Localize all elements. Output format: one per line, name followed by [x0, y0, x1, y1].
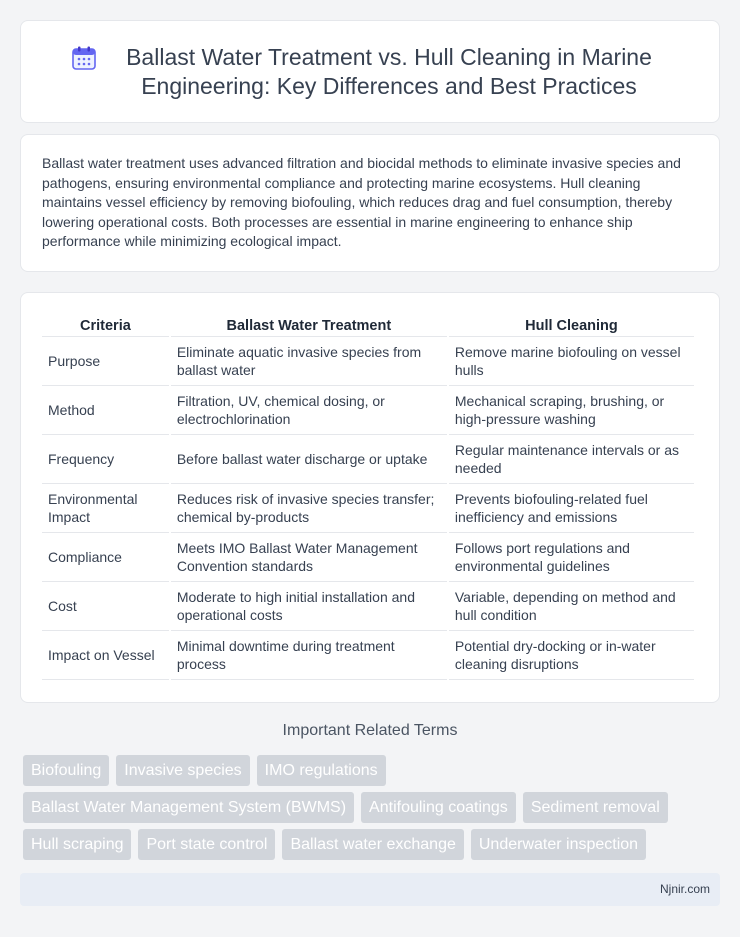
ballast-cell: Minimal downtime during treatment process [171, 631, 447, 680]
criteria-cell: Purpose [42, 337, 169, 386]
tag-sediment-removal[interactable]: Sediment removal [523, 792, 668, 823]
criteria-cell: Method [42, 386, 169, 435]
hull-cell: Regular maintenance intervals or as needed [449, 435, 694, 484]
ballast-cell: Moderate to high initial installation and operational costs [171, 582, 447, 631]
calendar-icon [71, 45, 97, 71]
tag-ballast-water-exchange[interactable]: Ballast water exchange [282, 829, 463, 860]
header-ballast-water-treatment: Ballast Water Treatment [171, 315, 447, 337]
criteria-cell: Compliance [42, 533, 169, 582]
tag-imo-regulations[interactable]: IMO regulations [257, 755, 386, 786]
table-row [42, 631, 694, 680]
table-row [42, 484, 694, 533]
tag-row [23, 755, 723, 786]
footer-site[interactable]: Njnir.com [659, 882, 710, 896]
hull-cell: Potential dry-docking or in-water cleaning disruptions [449, 631, 694, 680]
header-hull-cleaning: Hull Cleaning [449, 315, 694, 337]
tag-underwater-inspection[interactable]: Underwater inspection [471, 829, 646, 860]
table-row [42, 337, 694, 386]
comparison-table-card [20, 292, 720, 703]
ballast-cell: Before ballast water discharge or uptake [171, 435, 447, 484]
summary-card [20, 134, 720, 272]
related-terms-heading: Important Related Terms [282, 722, 458, 739]
tag-bwms[interactable]: Ballast Water Management System (BWMS) [23, 792, 354, 823]
tag-row [23, 829, 723, 860]
hull-cell: Remove marine biofouling on vessel hulls [449, 337, 694, 386]
tag-row [23, 792, 723, 823]
criteria-cell: Environmental Impact [42, 484, 169, 533]
tag-biofouling[interactable]: Biofouling [23, 755, 109, 786]
table-header-row [42, 315, 694, 337]
hull-cell: Prevents biofouling-related fuel inefficiency and emissions [449, 484, 694, 533]
title-card [20, 20, 720, 123]
hull-cell: Mechanical scraping, brushing, or high-pressure washing [449, 386, 694, 435]
table-row [42, 386, 694, 435]
ballast-cell: Reduces risk of invasive species transfer; chemical by-products [171, 484, 447, 533]
criteria-cell: Cost [42, 582, 169, 631]
title-wrap [71, 43, 669, 101]
page-title: Ballast Water Treatment vs. Hull Cleaning in Marine Engineering: Key Differences and Best Practices [126, 43, 652, 99]
tag-invasive-species[interactable]: Invasive species [116, 755, 249, 786]
table-row [42, 533, 694, 582]
ballast-cell: Eliminate aquatic invasive species from ballast water [171, 337, 447, 386]
comparison-table [40, 315, 696, 680]
table-row [42, 582, 694, 631]
header-criteria: Criteria [42, 315, 169, 337]
ballast-cell: Meets IMO Ballast Water Management Convention standards [171, 533, 447, 582]
footer [20, 873, 720, 906]
criteria-cell: Frequency [42, 435, 169, 484]
criteria-cell: Impact on Vessel [42, 631, 169, 680]
ballast-cell: Filtration, UV, chemical dosing, or electrochlorination [171, 386, 447, 435]
hull-cell: Variable, depending on method and hull condition [449, 582, 694, 631]
tag-hull-scraping[interactable]: Hull scraping [23, 829, 131, 860]
hull-cell: Follows port regulations and environmental guidelines [449, 533, 694, 582]
table-row [42, 435, 694, 484]
tag-port-state-control[interactable]: Port state control [138, 829, 275, 860]
related-terms-tags [23, 755, 723, 866]
summary-text: Ballast water treatment uses advanced filtration and biocidal methods to eliminate invasive species and pathogens, ensuring environmental compliance and protecting marine ecosystems. Hull cleaning maintains vessel efficiency by removing biofouling, which reduces drag and fuel consumption, thereby lowering operational costs. Both processes are essential in marine engineering to enhance ship performance while minimizing ecological impact. [42, 155, 681, 250]
tag-antifouling-coatings[interactable]: Antifouling coatings [361, 792, 516, 823]
